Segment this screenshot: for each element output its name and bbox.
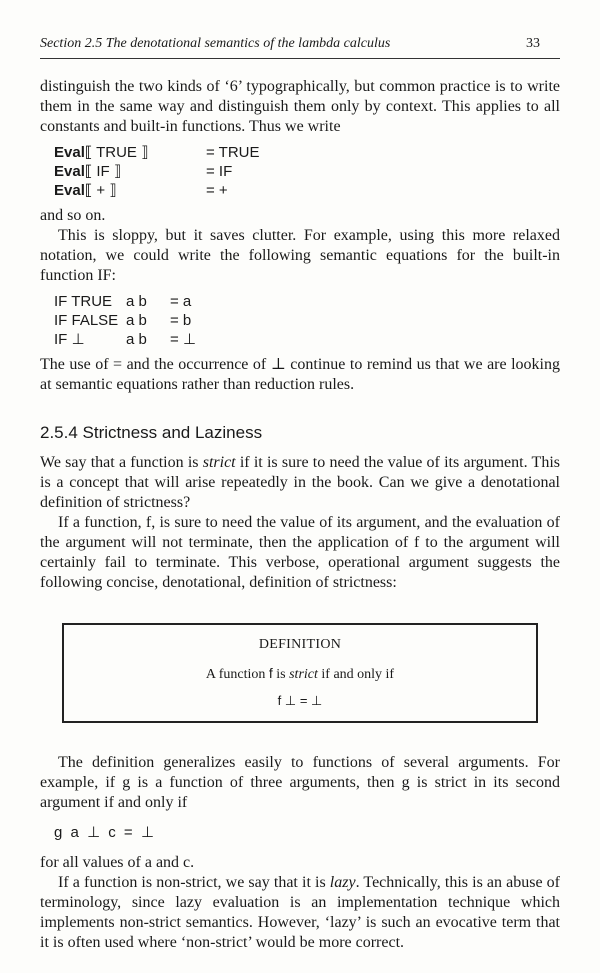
section-title: Section 2.5 The denotational semantics of the lambda calculus: [40, 36, 391, 51]
if-lhs: IF TRUE: [54, 293, 113, 310]
eval-equations: [54, 143, 560, 200]
emphasis: strict: [202, 454, 236, 471]
eval-equation: [54, 181, 560, 200]
strictness-equation: g a ⊥ c = ⊥: [54, 824, 156, 841]
if-args: a b: [126, 312, 147, 329]
eval-equation: [54, 143, 560, 162]
function-symbol: f: [268, 665, 273, 681]
emphasis: strict: [289, 667, 318, 682]
definition-box: [62, 623, 538, 723]
if-equation: [54, 330, 560, 349]
paragraph: and so on.: [40, 207, 106, 224]
if-result: = ⊥: [170, 331, 196, 348]
eval-arg: TRUE ⟧: [92, 144, 149, 161]
emphasis: lazy: [329, 874, 356, 891]
if-lhs: IF ⊥: [54, 331, 85, 348]
eval-arg: IF ⟧: [92, 163, 122, 180]
paragraph: This is sloppy, but it saves clutter. For example, using this more relaxed notation, we could write the following semantic equations for the built-in function IF:: [40, 227, 560, 284]
definition-equation: f ⊥ = ⊥: [277, 693, 323, 708]
eval-equation: [54, 162, 560, 181]
eval-result: = TRUE: [206, 144, 260, 161]
paragraph: distinguish the two kinds of ‘6’ typographically, but common practice is to write them in the same way and distinguish them only by context. This applies to all constants and built-in functions. Thus we write: [40, 78, 560, 135]
text-run: If a function is non-strict, we say that it is: [58, 874, 330, 891]
if-lhs: IF FALSE: [54, 312, 119, 329]
eval-arg: + ⟧: [92, 182, 117, 199]
eval-result: = IF: [206, 163, 233, 180]
if-args: a b: [126, 331, 147, 348]
if-result: = b: [170, 312, 192, 329]
paragraph: [40, 453, 560, 513]
page-number: 33: [526, 36, 540, 51]
text-run: if and only if: [317, 667, 395, 682]
eval-result: = +: [206, 182, 228, 199]
if-equation: [54, 292, 560, 311]
text-run: . Technically, this is an abuse of terminology, since lazy evaluation is an implementation technique which implements non-strict semantics. However, ‘lazy’ is such an evocative term that it is often used where ‘non-strict’ would be more correct.: [40, 874, 561, 951]
section-heading: 2.5.4 Strictness and Laziness: [40, 423, 263, 442]
paragraph: The use of = and the occurrence of ⊥ continue to remind us that we are looking at semantic equations rather than reduction rules.: [40, 356, 560, 393]
paragraph: The definition generalizes easily to functions of several arguments. For example, if g is a function of three arguments, then g is strict in its second argument if and only if: [40, 754, 560, 811]
if-equation: [54, 311, 560, 330]
text-run: We say that a function is: [40, 454, 203, 471]
page-body: [40, 77, 560, 953]
text-run: is: [272, 667, 290, 682]
if-result: = a: [170, 293, 192, 310]
paragraph: If a function, f, is sure to need the value of its argument, and the evaluation of the argument will not terminate, then the application of f to the argument will certainly fail to terminate. This verbose, operational argument suggests the following concise, denotational, definition of strictness:: [40, 514, 560, 591]
header-rule: [40, 58, 560, 59]
definition-title: DEFINITION: [258, 637, 342, 652]
text-run: A function: [205, 667, 269, 682]
eval-keyword: Eval⟦: [54, 182, 93, 199]
eval-keyword: Eval⟦: [54, 144, 93, 161]
definition-statement: [64, 663, 536, 685]
text-run: if it is sure to need the value of its argument. This is a concept that will arise repeatedly in the book. Can we give a denotational definition of strictness?: [40, 454, 560, 511]
paragraph: [40, 873, 560, 953]
running-header: [40, 36, 540, 52]
paragraph: for all values of a and c.: [40, 854, 195, 871]
eval-keyword: Eval⟦: [54, 163, 93, 180]
if-equations: [54, 292, 560, 349]
if-args: a b: [126, 293, 147, 310]
